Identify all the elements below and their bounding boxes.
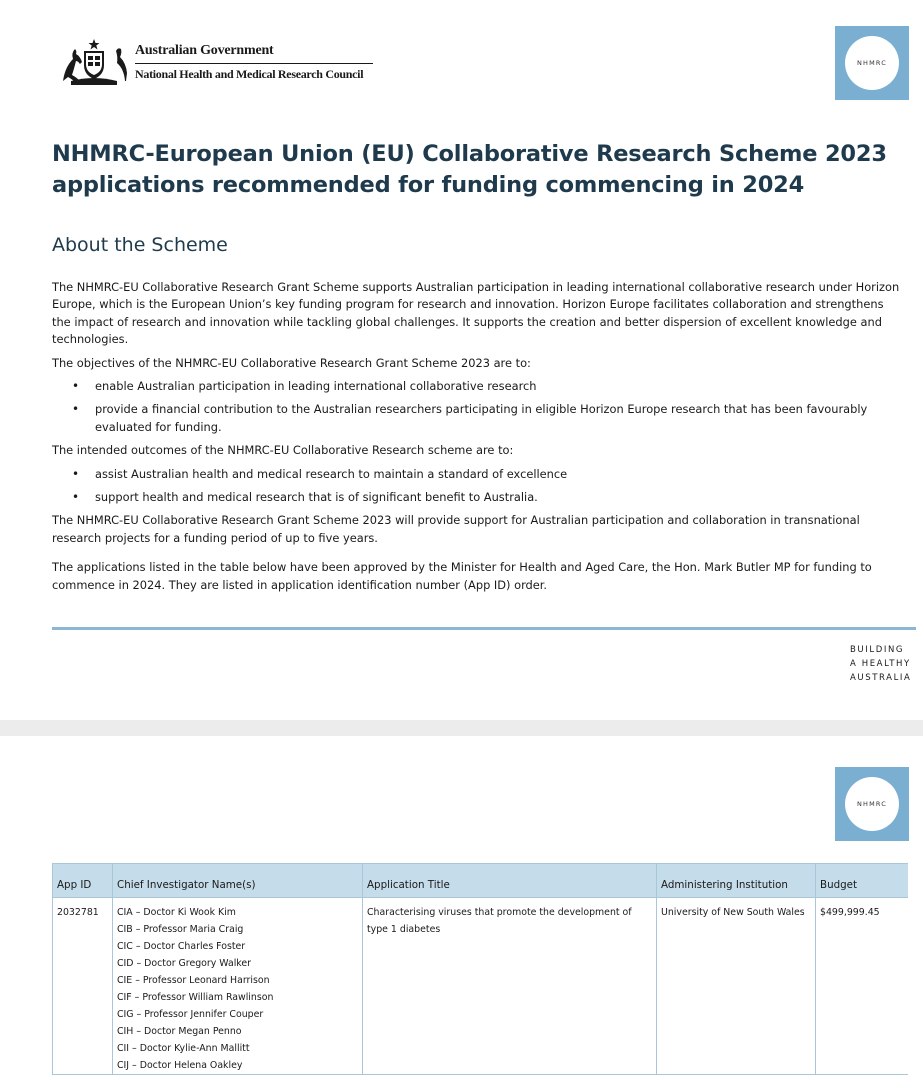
about-body bbox=[52, 279, 902, 600]
page-2 bbox=[0, 736, 923, 1075]
page-separator bbox=[0, 720, 923, 736]
paragraph-outcomes-intro: The intended outcomes of the NHMRC-EU Collaborative Research scheme are to: bbox=[52, 443, 514, 458]
column-header-title: Application Title bbox=[363, 864, 657, 898]
council-name: National Health and Medical Research Council bbox=[135, 66, 364, 81]
tagline-line: BUILDING bbox=[850, 645, 905, 655]
paragraph-objectives-intro: The objectives of the NHMRC-EU Collaborative Research Grant Scheme 2023 are to: bbox=[52, 355, 531, 370]
column-header-institution: Administering Institution bbox=[657, 864, 816, 898]
list-item: • support health and medical research that is of significant benefit to Australia. bbox=[52, 489, 902, 506]
cell-application-title: Characterising viruses that promote the development of type 1 diabetes bbox=[363, 898, 657, 1075]
nhmrc-logo bbox=[835, 26, 909, 100]
nhmrc-logo-text: NHMRC bbox=[845, 777, 899, 831]
nhmrc-logo-text: NHMRC bbox=[845, 36, 899, 90]
cell-app-id: 2032781 bbox=[53, 898, 113, 1075]
list-item: • assist Australian health and medical research to maintain a standard of excellence bbox=[52, 466, 902, 483]
list-item: • enable Australian participation in leading international collaborative research bbox=[52, 378, 902, 395]
list-item: • provide a financial contribution to the Australian researchers participating in eligible Horizon Europe research that has been favourably evaluated for funding. bbox=[52, 401, 902, 436]
investigator-name: CIH – Doctor Megan Penno bbox=[117, 1026, 242, 1037]
investigator-name: CIJ – Doctor Helena Oakley bbox=[117, 1060, 243, 1071]
investigator-name: CIB – Professor Maria Craig bbox=[117, 924, 244, 935]
grants-table bbox=[52, 863, 908, 1075]
outcomes-list bbox=[52, 466, 902, 507]
tagline bbox=[850, 643, 911, 685]
cell-investigators bbox=[113, 898, 363, 1075]
column-header-investigators: Chief Investigator Name(s) bbox=[113, 864, 363, 898]
column-header-budget: Budget bbox=[816, 864, 908, 898]
investigator-name: CID – Doctor Gregory Walker bbox=[117, 958, 252, 969]
column-header-app-id: App ID bbox=[53, 864, 113, 898]
divider bbox=[52, 627, 916, 630]
objectives-list bbox=[52, 378, 902, 436]
page-title: NHMRC-European Union (EU) Collaborative Research Scheme 2023 applications recommended for funding commencing in 2024 bbox=[52, 141, 887, 198]
investigator-name: CIF – Professor William Rawlinson bbox=[117, 992, 274, 1003]
paragraph-approval: The applications listed in the table below have been approved by the Minister for Health and Aged Care, the Hon. Mark Butler MP for funding to commence in 2024. They are listed in application identification number (App ID) order. bbox=[52, 560, 872, 592]
government-name: Australian Government bbox=[135, 43, 373, 64]
cell-institution: University of New South Wales bbox=[657, 898, 816, 1075]
table-header-row bbox=[53, 864, 908, 898]
tagline-line: A HEALTHY bbox=[850, 659, 911, 669]
investigator-name: CIG – Professor Jennifer Couper bbox=[117, 1009, 264, 1020]
cell-budget: $499,999.45 bbox=[816, 898, 908, 1075]
investigator-name: CIA – Doctor Ki Wook Kim bbox=[117, 907, 236, 918]
coat-of-arms-icon bbox=[55, 37, 133, 87]
nhmrc-logo bbox=[835, 767, 909, 841]
paragraph-funding-period: The NHMRC-EU Collaborative Research Grant Scheme 2023 will provide support for Australian participation and collaboration in transnational research projects for a funding period of up to five years. bbox=[52, 513, 860, 545]
table-row bbox=[53, 898, 908, 1075]
australian-government-logo bbox=[55, 37, 373, 87]
investigator-name: CIE – Professor Leonard Harrison bbox=[117, 975, 270, 986]
tagline-line: AUSTRALIA bbox=[850, 673, 912, 683]
paragraph-intro: The NHMRC-EU Collaborative Research Grant Scheme supports Australian participation in leading international collaborative research under Horizon Europe, which is the European Union’s key funding program for research and innovation. Horizon Europe facilitates collaboration and strengthens the impact of research and innovation while tackling global challenges. It supports the creation and better dispersion of excellent knowledge and technologies. bbox=[52, 280, 900, 347]
investigator-name: CIC – Doctor Charles Foster bbox=[117, 941, 246, 952]
investigator-name: CII – Doctor Kylie-Ann Mallitt bbox=[117, 1043, 250, 1054]
section-heading-about: About the Scheme bbox=[52, 234, 228, 256]
